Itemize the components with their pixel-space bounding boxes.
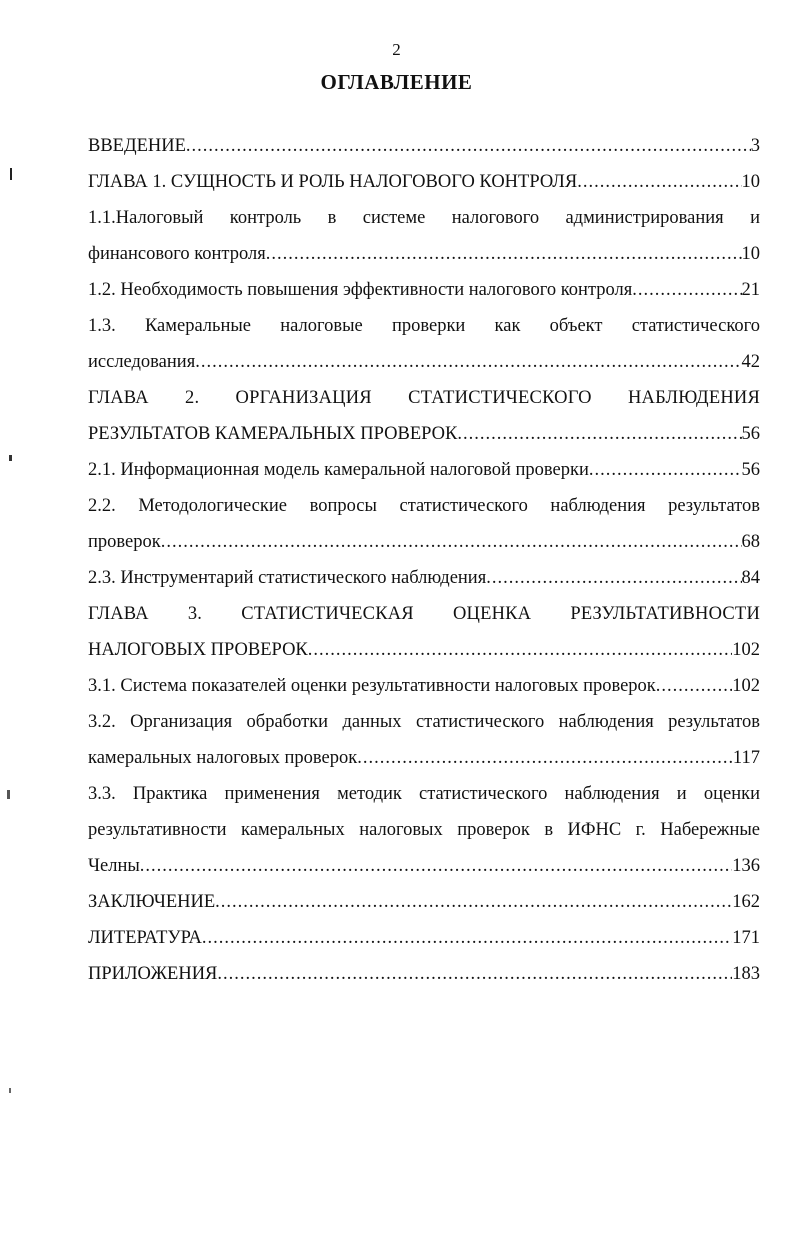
toc-entry-page: 56 bbox=[741, 460, 760, 480]
toc-entry-line: 2.2. Методологические вопросы статистического наблюдения результатов bbox=[88, 496, 760, 516]
toc-entry bbox=[88, 352, 760, 388]
toc-entry-page: 42 bbox=[741, 352, 760, 372]
toc-entry-line: ГЛАВА 3. СТАТИСТИЧЕСКАЯ ОЦЕНКА РЕЗУЛЬТАТИВНОСТИ bbox=[88, 604, 760, 624]
toc-entry-title: ЛИТЕРАТУРА bbox=[88, 928, 202, 948]
toc-entry-page: 10 bbox=[741, 244, 760, 264]
leader-dots bbox=[266, 244, 742, 265]
toc-entry-page: 84 bbox=[741, 568, 760, 588]
scan-mark bbox=[8, 168, 14, 184]
toc-entry-page: 162 bbox=[732, 892, 760, 912]
toc-entry-title: 1.2. Необходимость повышения эффективности налогового контроля bbox=[88, 280, 633, 300]
toc-entry-page: 117 bbox=[732, 748, 760, 768]
toc-entry-page: 21 bbox=[741, 280, 760, 300]
toc-entry bbox=[88, 280, 760, 316]
toc-entry-page: 10 bbox=[741, 172, 760, 192]
toc-entry bbox=[88, 856, 760, 892]
toc-entry-title: 3.1. Система показателей оценки результативности налоговых проверок bbox=[88, 676, 656, 696]
toc-entry-title: камеральных налоговых проверок bbox=[88, 748, 358, 768]
toc-entry-line: 3.2. Организация обработки данных статистического наблюдения результатов bbox=[88, 712, 760, 732]
toc-entry-page: 102 bbox=[732, 640, 760, 660]
toc-entry-page: 171 bbox=[732, 928, 760, 948]
leader-dots bbox=[161, 532, 742, 553]
toc-entry-page: 183 bbox=[732, 964, 760, 984]
toc-entry bbox=[88, 640, 760, 676]
toc-entry bbox=[88, 568, 760, 604]
toc-entry-page: 56 bbox=[741, 424, 760, 444]
leader-dots bbox=[457, 424, 741, 445]
toc-entry-title: ЗАКЛЮЧЕНИЕ bbox=[88, 892, 216, 912]
leader-dots bbox=[656, 676, 732, 697]
toc-entry-title: 2.1. Информационная модель камеральной налоговой проверки bbox=[88, 460, 589, 480]
toc-entry-line: 1.3. Камеральные налоговые проверки как объект статистического bbox=[88, 316, 760, 336]
scan-mark bbox=[8, 455, 14, 465]
toc-entry-title: РЕЗУЛЬТАТОВ КАМЕРАЛЬНЫХ ПРОВЕРОК bbox=[88, 424, 458, 444]
toc-entry-title: 2.3. Инструментарий статистического наблюдения bbox=[88, 568, 487, 588]
leader-dots bbox=[632, 280, 741, 301]
toc-entry bbox=[88, 892, 760, 928]
toc-entry bbox=[88, 532, 760, 568]
toc-entry-title: ГЛАВА 1. СУЩНОСТЬ И РОЛЬ НАЛОГОВОГО КОНТРОЛЯ bbox=[88, 172, 578, 192]
leader-dots bbox=[577, 172, 741, 193]
toc-entry-title: финансового контроля bbox=[88, 244, 266, 264]
scan-mark bbox=[6, 790, 12, 802]
toc-entry-page: 102 bbox=[732, 676, 760, 696]
toc-entry-title: НАЛОГОВЫХ ПРОВЕРОК bbox=[88, 640, 308, 660]
page-title: ОГЛАВЛЕНИЕ bbox=[320, 70, 473, 94]
toc-entry-page: 68 bbox=[741, 532, 760, 552]
leader-dots bbox=[140, 856, 732, 877]
toc-entry-page: 136 bbox=[732, 856, 760, 876]
leader-dots bbox=[195, 352, 741, 373]
toc-entry bbox=[88, 244, 760, 280]
table-of-contents bbox=[88, 136, 760, 1000]
toc-entry bbox=[88, 136, 760, 172]
toc-entry-line: результативности камеральных налоговых проверок в ИФНС г. Набережные bbox=[88, 820, 760, 840]
toc-entry-line: 3.3. Практика применения методик статистического наблюдения и оценки bbox=[88, 784, 760, 804]
toc-entry-title: проверок bbox=[88, 532, 161, 552]
leader-dots bbox=[308, 640, 732, 661]
toc-entry bbox=[88, 460, 760, 496]
toc-entry bbox=[88, 748, 760, 784]
toc-entry-line: ГЛАВА 2. ОРГАНИЗАЦИЯ СТАТИСТИЧЕСКОГО НАБЛЮДЕНИЯ bbox=[88, 388, 760, 408]
leader-dots bbox=[486, 568, 741, 589]
leader-dots bbox=[217, 964, 732, 985]
toc-entry-title: Челны bbox=[88, 856, 140, 876]
toc-entry bbox=[88, 424, 760, 460]
toc-entry bbox=[88, 964, 760, 1000]
leader-dots bbox=[357, 748, 733, 769]
toc-entry bbox=[88, 676, 760, 712]
toc-entry-line: 1.1.Налоговый контроль в системе налогового администрирования и bbox=[88, 208, 760, 228]
leader-dots bbox=[589, 460, 742, 481]
toc-entry-title: ПРИЛОЖЕНИЯ bbox=[88, 964, 218, 984]
toc-entry-title: исследования bbox=[88, 352, 196, 372]
leader-dots bbox=[186, 136, 751, 157]
scan-mark bbox=[8, 1088, 14, 1096]
leader-dots bbox=[215, 892, 732, 913]
toc-entry bbox=[88, 928, 760, 964]
toc-entry bbox=[88, 172, 760, 208]
page-number: 2 bbox=[392, 40, 401, 59]
toc-entry-title: ВВЕДЕНИЕ bbox=[88, 136, 186, 156]
leader-dots bbox=[202, 928, 732, 949]
toc-entry-page: 3 bbox=[750, 136, 760, 156]
